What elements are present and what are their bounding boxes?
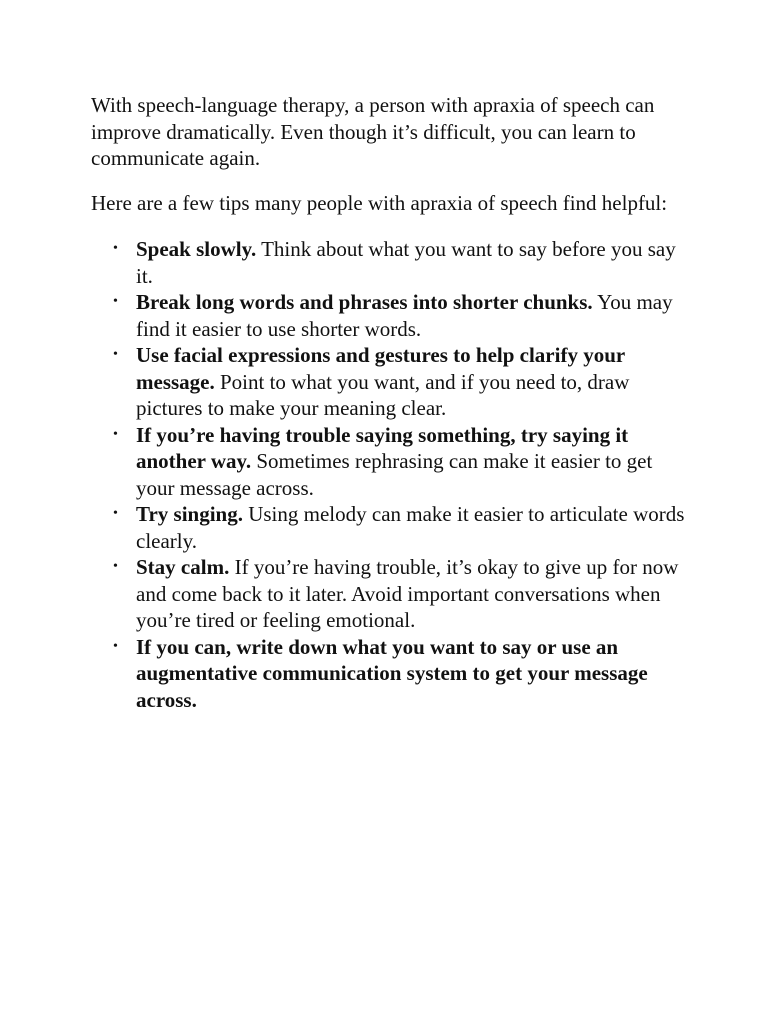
bullet-icon: • bbox=[113, 241, 118, 256]
list-item bbox=[91, 342, 691, 422]
list-item bbox=[91, 236, 691, 289]
bullet-icon: • bbox=[113, 638, 118, 654]
bullet-icon: • bbox=[113, 347, 118, 362]
list-item bbox=[91, 634, 691, 714]
tip-heading: If you can, write down what you want to say or use an augmentative communication system to get your message across. bbox=[136, 634, 648, 712]
bullet-icon: • bbox=[113, 294, 118, 309]
list-item bbox=[91, 501, 691, 554]
tip-heading: Break long words and phrases into shorter chunks. bbox=[136, 290, 593, 314]
bullet-icon: • bbox=[113, 559, 118, 574]
tip-heading: Use facial expressions and gestures to help clarify your message. bbox=[136, 343, 625, 394]
intro-paragraph: With speech-language therapy, a person with apraxia of speech can improve dramatically. Even though it’s difficult, you can learn to communicate again. bbox=[91, 93, 655, 170]
tip-text: Think about what you want to say before you say it. bbox=[136, 237, 676, 288]
tip-text: You may find it easier to use shorter words. bbox=[136, 290, 673, 341]
list-item bbox=[91, 422, 691, 502]
bullet-icon: • bbox=[113, 506, 118, 521]
list-item bbox=[91, 554, 691, 634]
list-item bbox=[91, 289, 691, 342]
tips-lead-paragraph: Here are a few tips many people with apraxia of speech find helpful: bbox=[91, 190, 668, 215]
tip-text: Point to what you want, and if you need to, draw pictures to make your meaning clear. bbox=[136, 369, 630, 420]
document-page bbox=[91, 92, 691, 713]
tips-list bbox=[91, 236, 691, 713]
tip-heading: Speak slowly. bbox=[136, 237, 257, 261]
tip-heading: Stay calm. bbox=[136, 555, 230, 579]
tip-heading: If you’re having trouble saying something, try saying it another way. bbox=[136, 422, 629, 473]
bullet-icon: • bbox=[113, 426, 118, 442]
tip-text: Sometimes rephrasing can make it easier to get your message across. bbox=[136, 449, 653, 500]
tip-heading: Try singing. bbox=[136, 502, 243, 526]
tip-text: Using melody can make it easier to articulate words clearly. bbox=[136, 502, 685, 553]
tip-text: If you’re having trouble, it’s okay to give up for now and come back to it later. Avoid important conversations when you’re tired or feeling emotional. bbox=[136, 555, 679, 632]
